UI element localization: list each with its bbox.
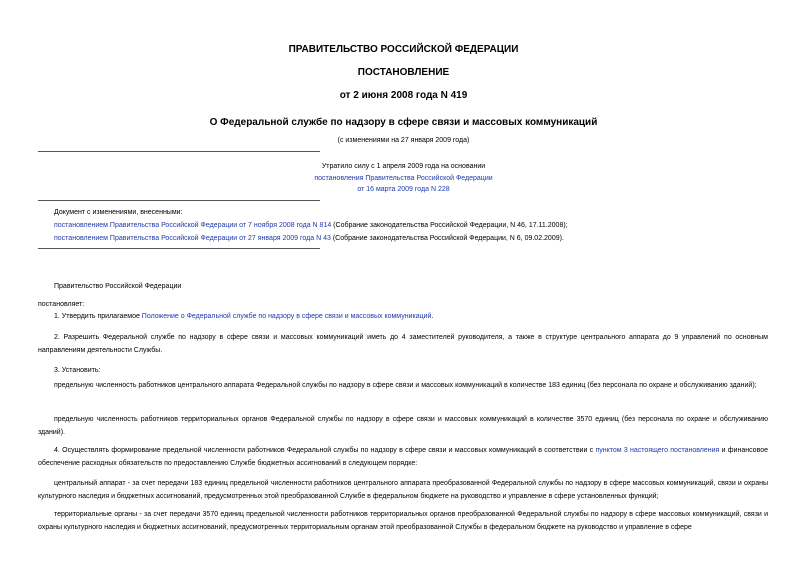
expired-link-line1[interactable]: постановления Правительства Российской Федерации — [314, 175, 493, 182]
change-item: постановлением Правительства Российской Федерации от 7 ноября 2008 года N 814 (Собрание законодательства Российской Федерации, N 46, 17.11.2008); — [54, 222, 568, 229]
decides-label: постановляет: — [38, 301, 85, 308]
paragraph-4a: центральный аппарат - за счет передачи 183 единиц предельной численности работников центрального аппарата преобразованной Федеральной службы по надзору в сфере массовых коммуникаций, связи и охраны культурного наследия и бюджетных ассигнований, предусмотренных этой преобразованной Службе в федеральном бюджете на руководство и управление в сфере установленных функций; — [38, 480, 768, 500]
paragraph-2: 2. Разрешить Федеральной службе по надзору в сфере связи и массовых коммуникаций иметь до 4 заместителей руководителя, а также в структуре центрального аппарата до 9 управлений по основным направлениям деятельности Службы. — [38, 334, 768, 354]
expired-note: Утратило силу с 1 апреля 2009 года на основании — [321, 163, 486, 170]
paragraph-4b: территориальные органы - за счет передачи 3570 единиц предельной численности работников территориальных органов преобразованной Федеральной службы по надзору в сфере массовых коммуникаций, связи и охраны культурного наследия и бюджетных ассигнований, предусмотренных территориальным органам этой преобразованной Службы в федеральном бюджете на руководство и управление в сфере — [38, 511, 768, 531]
changes-block — [54, 206, 774, 245]
document-date-number: от 2 июня 2008 года N 419 — [339, 90, 468, 101]
divider — [38, 200, 320, 201]
paragraph-1: 1. Утвердить прилагаемое Положение о Федеральной службе по надзору в сфере связи и массовых коммуникаций. — [54, 313, 434, 320]
regulation-link[interactable]: Положение о Федеральной службе по надзору в сфере связи и массовых коммуникаций — [141, 313, 432, 320]
amendments-note: (с изменениями на 27 января 2009 года) — [337, 137, 470, 144]
changes-intro: Документ с изменениями, внесенными: — [54, 209, 183, 216]
paragraph-4: 4. Осуществлять формирование предельной численности работников Федеральной службы по надзору в сфере связи и массовых коммуникаций в соответствии с пунктом 3 настоящего постановления и финансовое обеспечение расходных обязательств по предоставлению Службе бюджетных ассигнований в следующем порядке: — [38, 447, 768, 467]
change-link[interactable]: постановлением Правительства Российской Федерации от 7 ноября 2008 года N 814 — [54, 222, 332, 229]
divider — [38, 151, 320, 152]
paragraph-3b: предельную численность работников территориальных органов Федеральной службы по надзору в сфере связи и массовых коммуникаций в количестве 3570 единиц (без персонала по охране и обслуживанию зданий). — [38, 416, 768, 436]
paragraph-3: 3. Установить: — [54, 367, 101, 374]
document-title: О Федеральной службе по надзору в сфере связи и массовых коммуникаций — [209, 117, 598, 128]
change-link[interactable]: постановлением Правительства Российской Федерации от 27 января 2009 года N 43 — [54, 235, 331, 242]
divider — [38, 248, 320, 249]
change-item: постановлением Правительства Российской Федерации от 27 января 2009 года N 43 (Собрание законодательства Российской Федерации, N 6, 09.02.2009). — [54, 235, 564, 242]
paragraph-3a: предельную численность работников центрального аппарата Федеральной службы по надзору в сфере связи и массовых коммуникаций в количестве 183 единиц (без персонала по охране и обслуживанию зданий); — [54, 382, 757, 389]
expired-link-line2[interactable]: от 16 марта 2009 года N 228 — [357, 186, 450, 193]
government-title: ПРАВИТЕЛЬСТВО РОССИЙСКОЙ ФЕДЕРАЦИИ — [288, 44, 519, 55]
document-type: ПОСТАНОВЛЕНИЕ — [357, 67, 450, 78]
government-subject: Правительство Российской Федерации — [54, 283, 182, 290]
point-3-link[interactable]: пунктом 3 настоящего постановления — [595, 447, 720, 454]
